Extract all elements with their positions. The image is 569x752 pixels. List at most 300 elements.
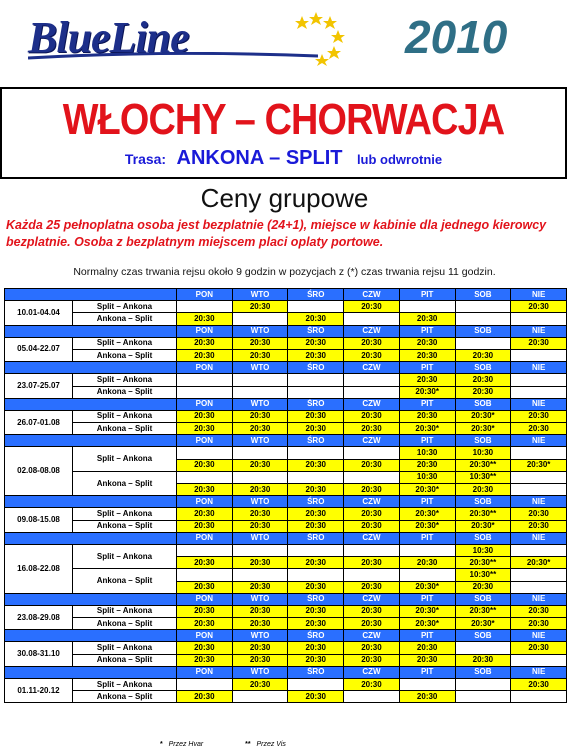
time-cell xyxy=(399,544,455,556)
time-cell: 20:30 xyxy=(455,484,511,496)
period-cell: 23.08-29.08 xyxy=(5,605,73,629)
day-header: WTO xyxy=(232,435,288,447)
time-cell: 20:30 xyxy=(344,337,400,349)
route-cell: Ankona – Split xyxy=(73,423,177,435)
day-header: NIE xyxy=(511,630,567,642)
time-cell: 20:30 xyxy=(177,349,233,361)
time-cell: 20:30 xyxy=(511,642,567,654)
header-blank xyxy=(5,362,177,374)
time-cell: 20:30 xyxy=(288,313,344,325)
time-cell xyxy=(511,349,567,361)
day-header: PON xyxy=(177,593,233,605)
header-blank xyxy=(5,666,177,678)
time-cell: 20:30* xyxy=(399,484,455,496)
time-cell xyxy=(455,337,511,349)
day-header: PIT xyxy=(399,630,455,642)
time-cell: 20:30 xyxy=(344,508,400,520)
time-cell: 20:30 xyxy=(344,605,400,617)
route-cell: Ankona – Split xyxy=(73,654,177,666)
time-cell xyxy=(177,569,233,581)
time-cell: 20:30 xyxy=(177,313,233,325)
day-header: PON xyxy=(177,666,233,678)
route-value: ANKONA – SPLIT xyxy=(176,147,343,169)
time-cell: 20:30 xyxy=(344,557,400,569)
time-cell: 20:30 xyxy=(399,349,455,361)
day-header: CZW xyxy=(344,666,400,678)
time-cell: 20:30 xyxy=(455,349,511,361)
time-cell: 20:30 xyxy=(177,557,233,569)
day-header: CZW xyxy=(344,435,400,447)
time-cell xyxy=(511,544,567,556)
day-header: SOB xyxy=(455,666,511,678)
day-header: SOB xyxy=(455,532,511,544)
time-cell: 10:30** xyxy=(455,471,511,483)
day-header: WTO xyxy=(232,362,288,374)
time-cell: 20:30* xyxy=(455,423,511,435)
time-cell: 20:30 xyxy=(399,691,455,703)
time-cell: 20:30* xyxy=(399,508,455,520)
time-cell xyxy=(177,386,233,398)
time-cell: 20:30 xyxy=(344,520,400,532)
time-cell: 20:30* xyxy=(511,557,567,569)
year: 2010 xyxy=(405,11,508,63)
day-header: WTO xyxy=(232,325,288,337)
time-cell: 20:30 xyxy=(399,642,455,654)
time-cell: 20:30 xyxy=(344,618,400,630)
route-cell: Split – Ankona xyxy=(73,374,177,386)
time-cell: 20:30 xyxy=(511,618,567,630)
route-line xyxy=(2,147,565,170)
header-blank xyxy=(5,398,177,410)
table-row xyxy=(5,618,567,630)
time-cell xyxy=(288,374,344,386)
route-cell: Split – Ankona xyxy=(73,447,177,471)
table-row xyxy=(5,520,567,532)
route-suffix: lub odwrotnie xyxy=(356,152,443,167)
time-cell: 20:30* xyxy=(399,618,455,630)
page-title: WŁOCHY – CHORWACJA xyxy=(62,95,505,144)
route-cell: Split – Ankona xyxy=(73,337,177,349)
day-header-row xyxy=(5,496,567,508)
route-cell: Split – Ankona xyxy=(73,642,177,654)
day-header: SOB xyxy=(455,435,511,447)
day-header: WTO xyxy=(232,496,288,508)
day-header: CZW xyxy=(344,362,400,374)
time-cell: 20:30 xyxy=(232,459,288,471)
time-cell: 20:30 xyxy=(177,484,233,496)
day-header: PON xyxy=(177,398,233,410)
time-cell: 20:30 xyxy=(177,618,233,630)
time-cell: 20:30 xyxy=(344,301,400,313)
logo-swoosh xyxy=(28,52,318,60)
time-cell: 20:30 xyxy=(288,410,344,422)
day-header-row xyxy=(5,325,567,337)
time-cell: 10:30** xyxy=(455,569,511,581)
header-blank xyxy=(5,496,177,508)
day-header: ŚRO xyxy=(288,532,344,544)
day-header: PIT xyxy=(399,398,455,410)
time-cell: 20:30 xyxy=(177,654,233,666)
route-cell: Split – Ankona xyxy=(73,605,177,617)
day-header: WTO xyxy=(232,532,288,544)
time-cell xyxy=(511,484,567,496)
group-note: Każda 25 pełnoplatna osoba jest bezplatnie (24+1), miejsce w kabinie dla jednego kierowcy bezplatnie. Osoba z bezplatnym miejscem placi oplaty portowe. xyxy=(6,218,547,249)
time-cell xyxy=(232,544,288,556)
time-cell: 20:30 xyxy=(399,557,455,569)
time-cell xyxy=(455,313,511,325)
header-blank xyxy=(5,325,177,337)
time-cell: 20:30 xyxy=(232,581,288,593)
time-cell: 20:30 xyxy=(177,459,233,471)
day-header: ŚRO xyxy=(288,325,344,337)
logo-text: BlueLine xyxy=(28,13,189,62)
time-cell xyxy=(455,301,511,313)
route-cell: Ankona – Split xyxy=(73,386,177,398)
time-cell: 20:30 xyxy=(177,410,233,422)
time-cell xyxy=(511,471,567,483)
time-cell: 20:30* xyxy=(399,581,455,593)
time-cell xyxy=(177,447,233,459)
period-cell: 23.07-25.07 xyxy=(5,374,73,398)
time-cell xyxy=(511,447,567,459)
time-cell: 20:30 xyxy=(288,423,344,435)
table-row xyxy=(5,313,567,325)
time-cell xyxy=(177,544,233,556)
day-header: PIT xyxy=(399,666,455,678)
time-cell xyxy=(511,581,567,593)
day-header: ŚRO xyxy=(288,398,344,410)
time-cell: 20:30 xyxy=(177,691,233,703)
day-header: NIE xyxy=(511,496,567,508)
time-cell: 20:30 xyxy=(288,484,344,496)
time-cell: 20:30 xyxy=(455,581,511,593)
day-header: PON xyxy=(177,496,233,508)
route-cell: Ankona – Split xyxy=(73,618,177,630)
time-cell: 20:30 xyxy=(288,508,344,520)
table-row xyxy=(5,349,567,361)
time-cell: 20:30 xyxy=(455,654,511,666)
day-header: PIT xyxy=(399,593,455,605)
route-cell: Ankona – Split xyxy=(73,691,177,703)
time-cell: 20:30* xyxy=(399,520,455,532)
schedule-table xyxy=(4,288,567,703)
time-cell: 20:30* xyxy=(399,423,455,435)
time-cell: 20:30 xyxy=(232,679,288,691)
day-header: NIE xyxy=(511,325,567,337)
header xyxy=(0,0,569,80)
time-cell: 20:30 xyxy=(232,508,288,520)
day-header: PON xyxy=(177,435,233,447)
route-cell: Ankona – Split xyxy=(73,520,177,532)
day-header: SOB xyxy=(455,630,511,642)
time-cell: 10:30 xyxy=(455,447,511,459)
time-cell: 20:30 xyxy=(399,337,455,349)
time-cell xyxy=(511,374,567,386)
time-cell xyxy=(288,471,344,483)
time-cell: 20:30 xyxy=(288,618,344,630)
time-cell: 20:30 xyxy=(232,423,288,435)
time-cell xyxy=(399,301,455,313)
time-cell xyxy=(232,447,288,459)
day-header: WTO xyxy=(232,593,288,605)
table-row xyxy=(5,301,567,313)
time-cell: 20:30 xyxy=(511,508,567,520)
time-cell: 20:30 xyxy=(232,301,288,313)
subtitle: Ceny grupowe xyxy=(200,183,369,213)
route-cell: Split – Ankona xyxy=(73,508,177,520)
table-row xyxy=(5,544,567,556)
time-cell: 10:30 xyxy=(399,447,455,459)
day-header: ŚRO xyxy=(288,630,344,642)
table-row xyxy=(5,423,567,435)
time-cell: 20:30 xyxy=(177,508,233,520)
route-cell: Ankona – Split xyxy=(73,471,177,495)
time-cell: 20:30** xyxy=(455,459,511,471)
time-cell xyxy=(344,313,400,325)
time-cell: 20:30 xyxy=(399,654,455,666)
day-header: CZW xyxy=(344,325,400,337)
time-cell xyxy=(288,447,344,459)
day-header: CZW xyxy=(344,496,400,508)
day-header: SOB xyxy=(455,289,511,301)
day-header-row xyxy=(5,532,567,544)
day-header-row xyxy=(5,289,567,301)
day-header: PON xyxy=(177,325,233,337)
route-cell: Split – Ankona xyxy=(73,410,177,422)
day-header-row xyxy=(5,666,567,678)
time-cell xyxy=(232,386,288,398)
period-cell: 09.08-15.08 xyxy=(5,508,73,532)
time-cell: 20:30 xyxy=(344,423,400,435)
route-cell: Ankona – Split xyxy=(73,569,177,593)
day-header: ŚRO xyxy=(288,289,344,301)
time-cell: 20:30 xyxy=(399,374,455,386)
day-header-row xyxy=(5,435,567,447)
time-cell: 20:30 xyxy=(511,301,567,313)
day-header: PIT xyxy=(399,325,455,337)
day-header-row xyxy=(5,362,567,374)
time-cell xyxy=(344,569,400,581)
time-cell: 20:30 xyxy=(177,423,233,435)
time-cell xyxy=(344,374,400,386)
route-label: Trasa: xyxy=(124,151,167,167)
time-cell: 20:30* xyxy=(399,386,455,398)
time-cell: 20:30 xyxy=(288,581,344,593)
time-cell xyxy=(232,313,288,325)
time-cell xyxy=(232,569,288,581)
day-header: PON xyxy=(177,532,233,544)
time-cell: 20:30 xyxy=(288,349,344,361)
time-cell: 20:30 xyxy=(232,642,288,654)
time-cell: 20:30 xyxy=(344,459,400,471)
time-cell xyxy=(455,679,511,691)
time-cell xyxy=(344,691,400,703)
table-row xyxy=(5,508,567,520)
period-cell: 26.07-01.08 xyxy=(5,410,73,434)
table-row xyxy=(5,447,567,459)
header-blank xyxy=(5,593,177,605)
day-header: CZW xyxy=(344,630,400,642)
time-cell xyxy=(232,471,288,483)
day-header: WTO xyxy=(232,666,288,678)
day-header: ŚRO xyxy=(288,362,344,374)
day-header: PIT xyxy=(399,532,455,544)
time-cell xyxy=(399,569,455,581)
time-cell: 20:30 xyxy=(455,374,511,386)
header-blank xyxy=(5,289,177,301)
time-cell xyxy=(288,569,344,581)
day-header: ŚRO xyxy=(288,435,344,447)
day-header: CZW xyxy=(344,532,400,544)
time-cell xyxy=(511,313,567,325)
table-row xyxy=(5,691,567,703)
header-blank xyxy=(5,532,177,544)
time-cell: 20:30 xyxy=(288,691,344,703)
period-cell: 10.01-04.04 xyxy=(5,301,73,325)
time-cell xyxy=(511,386,567,398)
time-cell: 20:30 xyxy=(232,654,288,666)
time-cell: 20:30 xyxy=(288,654,344,666)
time-cell xyxy=(232,691,288,703)
time-cell: 20:30 xyxy=(511,679,567,691)
time-cell: 20:30 xyxy=(177,520,233,532)
day-header: PON xyxy=(177,630,233,642)
time-cell: 20:30 xyxy=(344,410,400,422)
time-cell xyxy=(511,569,567,581)
day-header: PIT xyxy=(399,362,455,374)
footnote: * Przez Hvar xyxy=(160,741,204,748)
table-row xyxy=(5,410,567,422)
time-cell: 20:30 xyxy=(344,484,400,496)
day-header: SOB xyxy=(455,398,511,410)
day-header: WTO xyxy=(232,630,288,642)
day-header: PIT xyxy=(399,435,455,447)
time-cell: 20:30 xyxy=(344,642,400,654)
day-header: ŚRO xyxy=(288,496,344,508)
time-cell: 20:30 xyxy=(511,520,567,532)
time-cell: 20:30** xyxy=(455,605,511,617)
day-header: WTO xyxy=(232,289,288,301)
table-row xyxy=(5,386,567,398)
time-cell: 20:30 xyxy=(288,557,344,569)
table-row xyxy=(5,471,567,483)
time-cell: 20:30 xyxy=(232,337,288,349)
time-cell: 20:30** xyxy=(455,557,511,569)
time-cell: 20:30 xyxy=(511,410,567,422)
time-cell: 20:30** xyxy=(455,508,511,520)
day-header: CZW xyxy=(344,398,400,410)
time-cell xyxy=(344,386,400,398)
footnote: ** Przez Vis xyxy=(245,741,286,748)
time-cell xyxy=(455,642,511,654)
period-cell: 02.08-08.08 xyxy=(5,447,73,496)
time-cell: 20:30* xyxy=(455,618,511,630)
day-header: NIE xyxy=(511,666,567,678)
period-cell: 30.08-31.10 xyxy=(5,642,73,666)
day-header-row xyxy=(5,630,567,642)
time-cell: 20:30 xyxy=(232,605,288,617)
time-cell: 20:30 xyxy=(288,642,344,654)
time-cell: 20:30 xyxy=(288,605,344,617)
day-header: NIE xyxy=(511,398,567,410)
title-box xyxy=(0,87,567,179)
time-cell xyxy=(344,447,400,459)
time-cell: 20:30 xyxy=(399,459,455,471)
time-cell xyxy=(288,386,344,398)
time-cell: 20:30 xyxy=(177,337,233,349)
period-cell: 01.11-20.12 xyxy=(5,679,73,703)
time-cell: 10:30 xyxy=(455,544,511,556)
day-header: PON xyxy=(177,289,233,301)
day-header: CZW xyxy=(344,593,400,605)
day-header-row xyxy=(5,398,567,410)
time-cell: 20:30 xyxy=(288,337,344,349)
table-row xyxy=(5,569,567,581)
time-cell: 20:30 xyxy=(288,459,344,471)
table-row xyxy=(5,337,567,349)
table-row xyxy=(5,642,567,654)
time-cell: 20:30 xyxy=(344,679,400,691)
time-cell: 10:30 xyxy=(399,471,455,483)
time-cell xyxy=(177,471,233,483)
time-cell: 20:30* xyxy=(455,520,511,532)
day-header: NIE xyxy=(511,289,567,301)
time-cell: 20:30 xyxy=(232,484,288,496)
time-cell: 20:30 xyxy=(232,349,288,361)
day-header: NIE xyxy=(511,532,567,544)
time-cell: 20:30 xyxy=(177,581,233,593)
time-cell: 20:30 xyxy=(399,313,455,325)
time-cell xyxy=(511,691,567,703)
day-header: NIE xyxy=(511,362,567,374)
header-blank xyxy=(5,630,177,642)
day-header: CZW xyxy=(344,289,400,301)
day-header: SOB xyxy=(455,496,511,508)
time-cell xyxy=(344,544,400,556)
route-cell: Ankona – Split xyxy=(73,349,177,361)
time-cell xyxy=(288,679,344,691)
period-cell: 16.08-22.08 xyxy=(5,544,73,593)
day-header: ŚRO xyxy=(288,593,344,605)
time-cell: 20:30 xyxy=(288,520,344,532)
day-header: NIE xyxy=(511,435,567,447)
time-cell: 20:30 xyxy=(177,642,233,654)
time-cell: 20:30 xyxy=(344,581,400,593)
time-cell: 20:30 xyxy=(344,654,400,666)
day-header: PON xyxy=(177,362,233,374)
period-cell: 05.04-22.07 xyxy=(5,337,73,361)
day-header: SOB xyxy=(455,362,511,374)
table-row xyxy=(5,605,567,617)
table-row xyxy=(5,654,567,666)
day-header-row xyxy=(5,593,567,605)
day-header: PIT xyxy=(399,496,455,508)
blueline-logo xyxy=(28,8,328,68)
time-cell xyxy=(177,301,233,313)
time-cell xyxy=(232,374,288,386)
time-cell: 20:30* xyxy=(455,410,511,422)
time-cell: 20:30 xyxy=(511,605,567,617)
time-cell: 20:30 xyxy=(399,410,455,422)
day-header: PIT xyxy=(399,289,455,301)
time-cell: 20:30 xyxy=(511,423,567,435)
route-cell: Split – Ankona xyxy=(73,301,177,313)
header-blank xyxy=(5,435,177,447)
day-header: ŚRO xyxy=(288,666,344,678)
time-cell: 20:30 xyxy=(232,520,288,532)
table-row xyxy=(5,679,567,691)
day-header: SOB xyxy=(455,593,511,605)
